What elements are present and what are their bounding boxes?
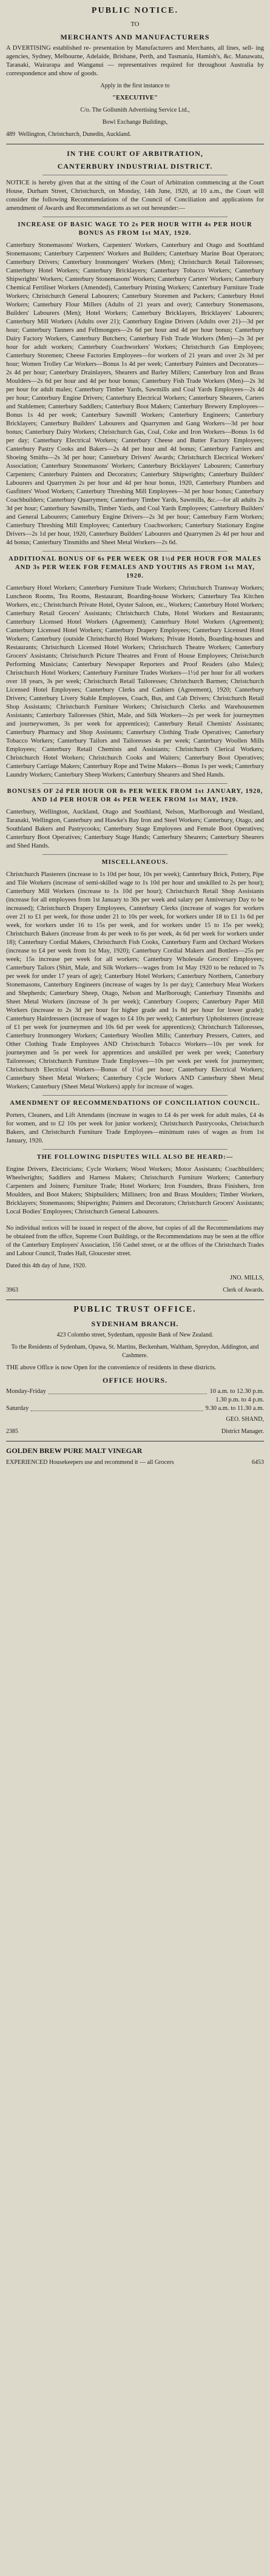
bonuses-heading: BONUSES OF 2d PER HOUR OR 8s PER WEEK FROM 1st JANUARY, 1920, AND 1d PER HOUR OR 4s PER WEEK FROM 1st MAY, 1920.	[7, 788, 263, 803]
signature-title: Clerk of Awards.	[223, 1287, 264, 1293]
disputes-body: Engine Drivers, Electricians; Cycle Workers; Wood Workers; Motor Assistants; Coachbuilders; Wheelwrights; Saddlers and Harness Makers; Christchurch Furniture Workers; Canterbury Carpenters and Joiners; Furniture Trade; Hotel Workers; Iron Founders, Brass Finishers, Iron Moulders, and Boot Makers; Shipbuilders; Milliners; Iron and Brass Moulders; Timber Workers, Bricklayers; Stonemasons; Shipwrights; Painters and Decorators; Christchurch Grocers' Assistants; Local Bodies' Employees; Christchurch General Labourers.	[6, 1166, 264, 1215]
divider	[42, 854, 228, 855]
court-heading-1: IN THE COURT OF ARBITRATION,	[67, 149, 203, 158]
notice-care-of: C/o. The Gollsmith Advertising Service Ltd.,	[80, 107, 190, 113]
divider	[42, 1149, 228, 1150]
divider	[42, 1220, 228, 1221]
trust-body: THE above Office is now Open for the convenience of residents in these districts.	[6, 1364, 217, 1371]
hours-row	[6, 1404, 264, 1413]
notice-body: A DVERTISING established re- presentation by Manufacturers and Merchants, all lines, sell- ing agencies, Sydney, Melbourne, Adelaide, Brisbane, Perth, and Tasmania, Hamish's, &c. Manawatu, Taranaki, Wairarapa and Wanganui — representatives required for throughout Australia by correspondence and show of goods.	[6, 45, 264, 77]
notice-apply: Apply in the first instance to	[100, 83, 170, 89]
amendment-body: Porters, Cleaners, and Lift Attendants (increase in wages to £4 4s per week for adult males, £4 4s for women, and to £2 10s per week for junior workers); Christchurch Pastrycooks, Christchurch Bakers, and Christchurch Furniture Trade Employees—minimum rates of wages as from 1st January, 1920.	[6, 1112, 264, 1144]
hours-day: Saturday	[6, 1405, 29, 1412]
hours-time: 10 a.m. to 12.30 p.m.	[209, 1388, 264, 1395]
hours-row	[6, 1387, 264, 1396]
manager-title: District Manager.	[221, 1428, 264, 1435]
increase-heading: INCREASE OF BASIC WAGE TO 2s PER HOUR WITH 4s PER HOUR BONUS AS FROM 1st MAY, 1920.	[18, 221, 252, 237]
additional-body: Canterbury Hotel Workers; Canterbury Furniture Trade Workers; Christchurch Tramway Workers; Luncheon Rooms, Tea Rooms, Restaurant, Boarding-house Workers; Canterbury Tea Kitchen Workers, etc.; Christchurch Private Hotel, Oyster Saloon, etc., Workers; Canterbury Hotel Workers; Canterbury Retail Grocers' Assistants; Christchurch Clubs, Hotel Workers and Restaurants; Canterbury Licensed Hotel Workers (Agreement); Canterbury Hotel Workers (Agreement); Canterbury Licensed Hotel Workers; Canterbury Drapery Employees; Canterbury Licensed Hotel Workers; Canterbury (outside Christchurch) Hotel Workers; Private Hotels, Boarding-houses and Restaurants; Christchurch Licensed Hotel Workers; Christchurch Theatre Workers; Canterbury Grocers' Assistants; Christchurch Picture Theatres and Front of House Employees; Christchurch Performing Musicians; Canterbury Newspaper Reporters and Proof Readers (also Males); Christchurch Hotel Workers; Canterbury Furniture Trades Workers—1½d per hour for all workers over 18 years, 3s per week; Christchurch Retail Tailoresses; Christchurch Barmen; Christchurch Licensed Hotel Employees; Canterbury Clerks and Cashiers (Agreement), 1920; Canterbury Drivers; Canterbury Livery Stable Employees, Coach, Bus, and Cab Drivers; Christchurch Retail Shop Assistants; Christchurch Furniture Workers; Christchurch Clerks and Warehousemen Assistants; Canterbury Tailoresses (Shirt, Male, and Silk Workers—2s per week for journeymen and journeywomen, 3s per week for apprentices); Canterbury Retail Chemists' Assistants; Canterbury Pharmacy and Shop Assistants; Canterbury Clothing Trade Operatives; Canterbury Tobacco Workers; Canterbury Tailors and Tailoresses 4s per week; Canterbury Woollen Mills Employees; Canterbury Retail Chemists and Assistants; Christchurch Clerical Workers; Christchurch Hotel Workers; Christchurch Cooks and Waiters; Canterbury Boot Operatives; Canterbury Carriage Makers; Canterbury Rope and Twine Makers—Bonus 1s per week; Canterbury Laundry Workers; Canterbury Sheep Workers; Canterbury Shearers and Shed Hands.	[6, 585, 264, 778]
notice-address: Bowl Exchange Buildings,	[102, 119, 168, 126]
manager-line	[6, 1428, 264, 1436]
manager-ref: 2385	[6, 1428, 18, 1435]
dated-line: Dated this 4th day of June, 1920.	[6, 1263, 87, 1269]
golden-brew-title: GOLDEN BREW PURE MALT VINEGAR	[6, 1446, 143, 1455]
trust-header: PUBLIC TRUST OFFICE.	[73, 1305, 197, 1314]
golden-brew-sub-text: EXPERIENCED Housekeepers use and recommend it — all Grocers	[6, 1459, 174, 1466]
trust-address: 423 Colombo street, Sydenham, opposite Bank of New Zealand.	[56, 1332, 214, 1338]
notice-city-line	[6, 130, 264, 139]
footer-note: No individual notices will be issued in respect of the above, but copies of all the Recommendations may be obtained from the office, Supreme Court Buildings, or the Recommendations may be seen at the office of the Canterbury Employers' Association, 156 Cashel street, or at the offices of the Christchurch Trades and Labour Council, Trades Hall, Gloucester street.	[6, 1225, 264, 1257]
additional-heading: ADDITIONAL BONUS OF 6s PER WEEK OR 1½d PER HOUR FOR MALES AND 3s PER WEEK FOR FEMALES AND YOUTHS AS FROM 1st MAY, 1920.	[8, 556, 262, 579]
signature-ref: 3963	[6, 1287, 18, 1293]
court-intro: NOTICE is hereby given that at the sitting of the Court of Arbitration commencing at the Court House, Durham Street, Christchurch, on Monday, 14th June, 1920, at 10 a.m., the Court will consider the following Recommendations of the Council of Conciliation and applications for amendment of Awards and Recommendations as set out hereunder:—	[6, 180, 264, 212]
signature: JNO. MILLS,	[230, 1275, 264, 1281]
bonuses-body: Canterbury, Wellington, Auckland, Otago and Southland, Nelson, Marlborough and Westland, Taranaki, Wellington, Canterbury and Hawke's Bay Iron and Steel Workers; Canterbury, Otago, and Southland Bakers and Pastrycooks; Canterbury Stage Employees and Female Boot Operatives; Canterbury Boot Operatives; Canterbury Stage Hands; Canterbury Shearers; Canterbury Shearers and Shed Hands.	[6, 809, 264, 849]
office-hours-heading: OFFICE HOURS.	[102, 1376, 167, 1384]
signature-line	[6, 1286, 264, 1295]
golden-brew-ref: 6453	[252, 1459, 264, 1466]
court-heading-2: CANTERBURY INDUSTRIAL DISTRICT.	[57, 162, 213, 170]
notice-addressee: MERCHANTS AND MANUFACTURERS	[60, 33, 210, 41]
public-notice-header: PUBLIC NOTICE.	[91, 6, 179, 15]
misc-heading: MISCELLANEOUS.	[101, 859, 169, 866]
divider	[42, 1095, 228, 1096]
hours-day: Monday-Friday	[6, 1388, 46, 1395]
disputes-heading: THE FOLLOWING DISPUTES WILL ALSO BE HEARD:—	[36, 1154, 234, 1161]
trust-branch: SYDENHAM BRANCH.	[91, 1320, 179, 1328]
amendment-heading: AMENDMENT OF RECOMMENDATIONS OF CONCILIATION COUNCIL.	[10, 1100, 260, 1107]
notice-city: Wellington, Christchurch, Dunedin, Auckland.	[18, 131, 132, 138]
manager-name: GEO. SHAND,	[226, 1416, 264, 1423]
trust-to: To the Residents of Sydenham, Opawa, St. Martins, Beckenham, Waltham, Spreydon, Addington, and Cashmere.	[11, 1344, 259, 1359]
hours-row	[6, 1396, 264, 1404]
misc-body: Christchurch Plasterers (increase to 1s 10d per hour, 10s per week); Canterbury Brick, Pottery, Pipe and Tile Workers (increase of semi-skilled wage to 1s 10d per hour and unskilled to 2s per hour); Canterbury Mill Workers (increase to 1s 10d per hour); Christchurch Retail Shop Assistants (increase for all employees from 1st January to 30s per week and salary per Anniversary Day to be increased); Christchurch Drapery Employees, Canterbury Clerks (increase of wages for workers over 21 to £1 per week, for those under 21 to 10s per week, for workers under 18 to £1 1s 6d per week, for workers under 16 to 15s per week, and for workers under 15 to 15s per week); Christchurch Bakers (increase from 4s per week to 6s per week, 4s 6d per week for workers under 18); Canterbury Cordial Makers, Christchurch Fish Cooks, Canterbury Farm and Orchard Workers (increase to £4 per week from 1st May, 1920); Canterbury Cordial Makers and Bottlers—25s per week; 15s increase per week for all workers; Canterbury Wholesale Grocers' Employees; Canterbury Tailors (Shirt, Male, and Silk Workers—wages from 1st May 1920 to be reduced to 7s per week for under 17 years of age); Canterbury Hotel Workers; Canterbury Northern, Canterbury Stonemasons, Canterbury Engineers (increase of wages by 1s per day); Canterbury Meat Workers and Shepherds; Canterbury Sheep, Otago, Nelson and Marlborough; Canterbury Tinsmiths and Sheet Metal Workers (increase of 3s per week); Canterbury Coopers; Canterbury Paper Mill Workers (increase to 2s 3d per hour for higher grade and 1s 8d per hour for lower grade); Canterbury Hairdressers (increase of wages to £4 10s per week); Canterbury Upholsterers (increase of £1 per week for journeymen and 10s 6d per week for apprentices); Christchurch Tailoresses, Canterbury Ironmongery Workers; Canterbury Woollen Mills; Canterbury Pressers, Cutters, and Other Clothing Trade Employees AND Christchurch Tobacco Workers—10s per week for journeymen and 5s per week for apprentices and unskilled per week per week; Canterbury Tailoresses; Christchurch Furniture Trade Employees—10s per week per week for journeymen; Christchurch Electrical Workers—Bonus of 1½d per hour; Canterbury Electrical Workers; Canterbury Sheet Metal Workers; Canterbury Cycle Workers AND Canterbury Sheet Metal Workers; Canterbury (Sheet Metal Workers) apply for increase of wages.	[6, 871, 264, 1090]
notice-ref: 489	[6, 131, 15, 138]
notice-to: TO	[130, 21, 140, 28]
notice-name: "EXECUTIVE"	[112, 95, 158, 101]
hours-time: 9.30 a.m. to 11.30 a.m.	[205, 1405, 264, 1412]
divider	[42, 783, 228, 784]
increase-body: Canterbury Stonemasons' Workers, Carpenters' Workers, Canterbury and Otago and Southland Stonemasons; Canterbury Carpenters' Workers and Builders; Canterbury Marine Boat Operators; Canterbury Drivers; Canterbury Ironmongers' Workers (Men); Christchurch Retail Tailoresses; Canterbury Hotel Workers; Canterbury Bricklayers; Canterbury Tobacco Workers; Canterbury Shipwrights' Workers; Canterbury Stonemasons' Workers; Canterbury Carters' Workers; Canterbury Chemical Fertiliser Workers (Amended), Canterbury Printing Workers; Canterbury Furniture Trade Workers; Christchurch General Labourers; Canterbury Storemen and Packers; Canterbury Hotel Workers; Canterbury Flour Millers (Adults of 21 years and over); Canterbury Stonemasons, Builders' Labourers (Men); Hotel Workers; Canterbury Bricklayers, Bricklayers' Labourers; Canterbury Mill Workers (Adults over 21); Canterbury Engine Drivers (Adults over 21)—3d per hour; Canterbury Tanners and Fellmongers—2s 6d per hour and 4d per hour bonus; Canterbury Dairy Factory Workers, Canterbury Butchers; Canterbury Fish Trade Workers (Men)—2s 3d per hour for adult workers; Canterbury Coachworkers' Workers; Christchurch Gas Employees; Canterbury Storemen; Cheese Factories Employees—for workers of 21 years and over 2s 3d per hour; Women Trolley Car Workers—Bonus 1s 4d per week; Canterbury Painters and Decorators—2s 4d per hour; Canterbury Drainlayers, Shearers and Barley Millers; Canterbury Iron and Brass Moulders—2s 6d per hour and 4d per hour bonus; Canterbury Fish Trade Workers (Men)—2s 3d per hour for adult males; Canterbury Timber Yards, Sawmills and Coal Yards Employees—2s 4d per hour; Canterbury Engine Drivers; Canterbury Electrical Workers; Canterbury Shearers, Carters and Stablemen; Canterbury Saddlers; Canterbury Boot Makers; Canterbury Brewery Employees—Bonus 1s 4d per week; Canterbury Sawmill Workers; Canterbury Engineers; Canterbury Bricklayers; Canterbury Builders' Labourers and Quarrymen and Gang Workers—3d per hour bonus; Canterbury Dairy Workers; Christchurch Gas, Coal, Coke and Iron Workers—Bonus 1s 6d per day; Canterbury Electrical Workers; Canterbury Cheese and Butter Factory Employees; Canterbury Pastry Cooks and Bakers—2s 4d per hour and 4d bonus; Canterbury Farriers and Shoeing Smiths—2s 3d per hour; Canterbury Drivers' Awards; Christchurch Electrical Workers' Association; Canterbury Stonemasons' Workers; Canterbury Bricklayers' Labourers; Canterbury Carpenters; Canterbury Painters and Decorators; Canterbury Shipwrights; Canterbury Builders' Labourers and Quarrymen 2s per hour and 4d per hour bonus, 1920, Canterbury Plumbers and Gasfitters' Wood Workers; Canterbury Threshing Mill Employees—3d per hour bonus; Canterbury Coachbuilders; Canterbury Quarrymen; Canterbury Timber Yards, Sawmills, &c.—for all adults 2s 3d per hour; Canterbury Sawmills, Timber Yards, and Coal Yards Employees; Canterbury Builders' and General Labourers; Canterbury Engine Drivers—2s 3d per hour; Canterbury Farm Workers; Canterbury Threshing Mill Employees; Canterbury Coachworkers; Canterbury Stationary Engine Drivers—2s 1d per hour, 1920, Canterbury Builders' Labourers and Quarrymen 2s 4d per hour and 4d bonus; Canterbury Tinsmiths and Sheet Metal Workers—2s 6d.	[6, 242, 264, 546]
hours-time: 1.30 p.m. to 4 p.m.	[215, 1397, 264, 1403]
golden-brew-sub	[6, 1458, 264, 1467]
